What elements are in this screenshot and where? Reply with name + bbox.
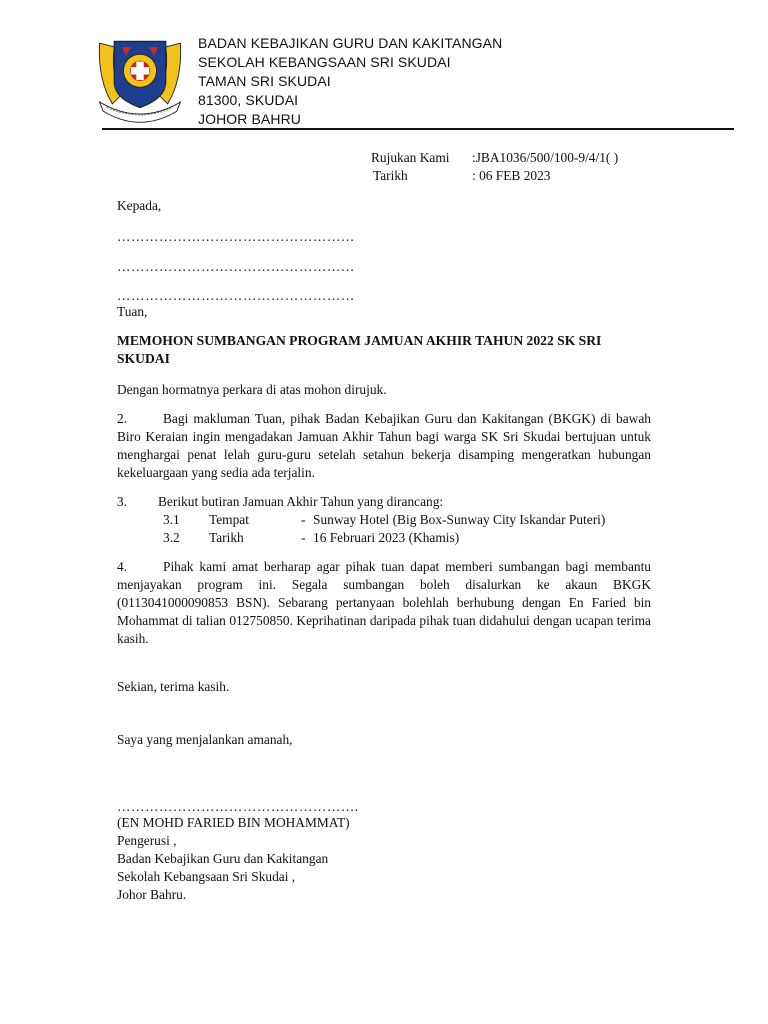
paragraph-text: Bagi makluman Tuan, pihak Badan Kebajikan Guru dan Kakitangan (BKGK) di bawah Biro Keraian ingin mengadakan Jamuan Akhir Tahun bagi warga SK Sri Skudai bertujuan untuk menghargai penat lelah guru-guru setelah setahun bekerja disamping mengeratkan hubungan kekeluargaan yang sedia ada terjalin.	[117, 411, 651, 480]
paragraph-text: Berikut butiran Jamuan Akhir Tahun yang dirancang:	[158, 494, 444, 509]
date-value: : 06 FEB 2023	[472, 168, 551, 183]
paragraph-text: Pihak kami amat berharap agar pihak tuan dapat memberi sumbangan bagi membantu menjayakan program ini. Segala sumbangan boleh disalurkan ke akaun BKGK (0113041000090853 BSN). Sebarang pertanyaan bolehlah berhubung dengan En Faried bin Mohammat di talian 012750850. Keprihatinan daripada pihak tuan didahului dengan ucapan terima kasih.	[117, 559, 651, 646]
ref-label: Rujukan Kami	[371, 150, 450, 165]
org-line: 81300, SKUDAI	[198, 92, 299, 108]
paragraph-number: 4.	[117, 559, 128, 574]
subject-line: MEMOHON SUMBANGAN PROGRAM JAMUAN AKHIR TAHUN 2022 SK SRI	[117, 333, 602, 348]
org-line: JOHOR BAHRU	[198, 111, 301, 127]
paragraph-2	[117, 410, 651, 482]
list-item: 3.2 Tarikh - 16 Februari 2023 (Khamis)	[163, 530, 460, 545]
greeting: Tuan,	[117, 304, 148, 319]
letterhead-divider	[102, 128, 734, 130]
org-line: BADAN KEBAJIKAN GURU DAN KAKITANGAN	[198, 35, 503, 51]
paragraph-4	[117, 558, 651, 648]
recipient-salutation: Kepada,	[117, 198, 162, 213]
date-label: Tarikh	[373, 168, 408, 183]
org-line: SEKOLAH KEBANGSAAN SRI SKUDAI	[198, 54, 451, 70]
recipient-address-line: ……………………………………………	[117, 229, 355, 244]
ref-value: :JBA1036/500/100-9/4/1( )	[472, 150, 619, 165]
closing-thanks: Sekian, terima kasih.	[117, 679, 230, 694]
letterhead-organization	[198, 34, 502, 129]
paragraph-3	[117, 493, 651, 547]
signature-line: …………………………………………….	[117, 799, 359, 814]
letter-subject	[117, 332, 651, 368]
org-line: TAMAN SRI SKUDAI	[198, 73, 331, 89]
paragraph-number: 3.	[117, 494, 128, 509]
recipient-address-line: ……………………………………………	[117, 288, 355, 303]
paragraph-number: 2.	[117, 411, 128, 426]
signatory-title: Pengerusi , Badan Kebajikan Guru dan Kakitangan Sekolah Kebangsaan Sri Skudai , Johor Bahru.	[117, 833, 329, 902]
school-crest-icon	[94, 34, 186, 126]
subject-line: SKUDAI	[117, 351, 170, 366]
list-item: 3.1 Tempat - Sunway Hotel (Big Box-Sunway City Iskandar Puteri)	[163, 512, 606, 527]
closing-amanah: Saya yang menjalankan amanah,	[117, 732, 293, 747]
intro-paragraph: Dengan hormatnya perkara di atas mohon dirujuk.	[117, 382, 387, 397]
recipient-address-line: ……………………………………………	[117, 259, 355, 274]
reference-block	[371, 149, 618, 185]
signatory-name: (EN MOHD FARIED BIN MOHAMMAT)	[117, 815, 350, 830]
